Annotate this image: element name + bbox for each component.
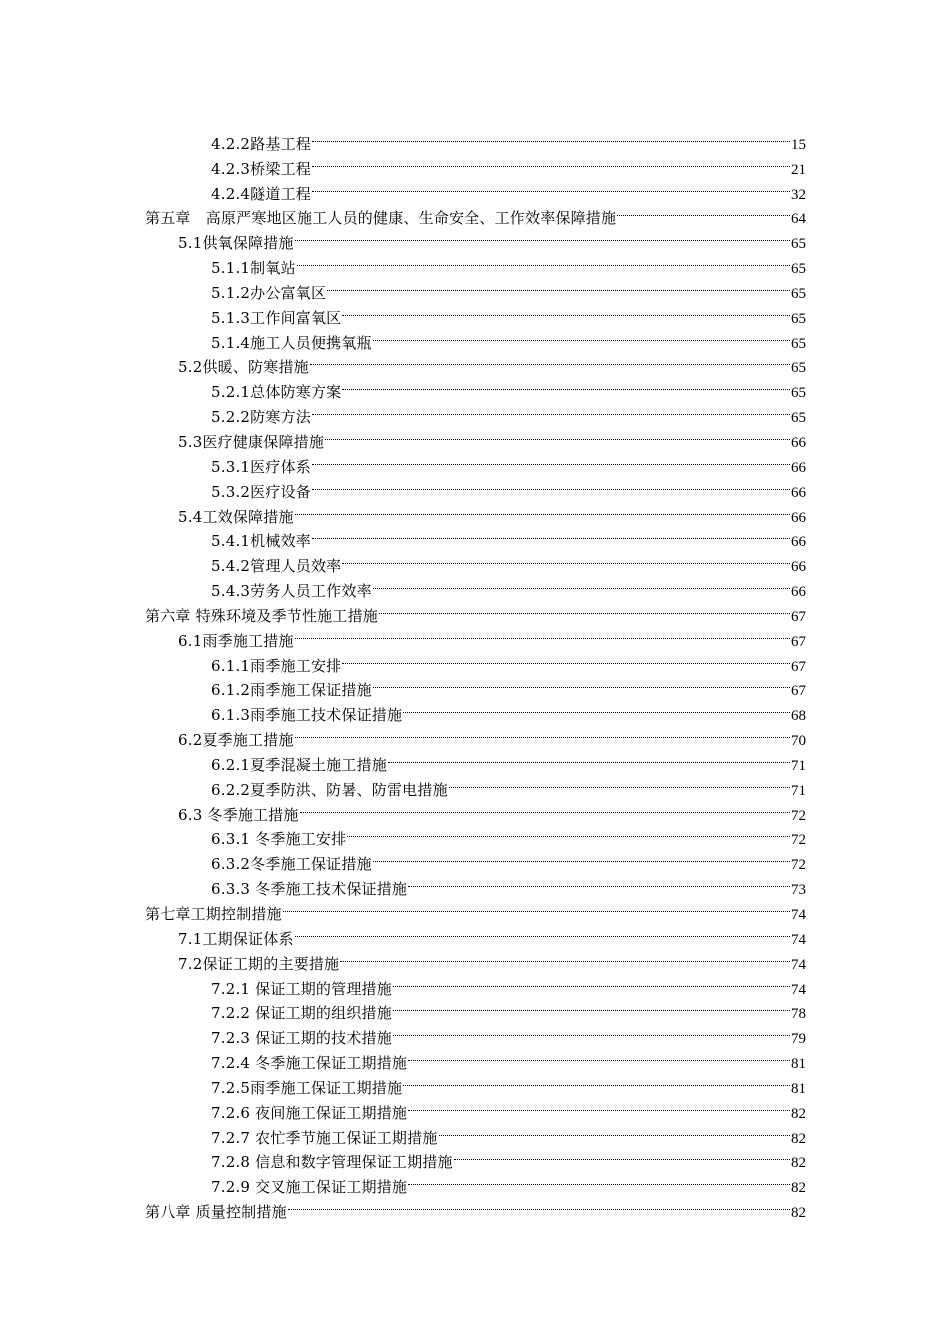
toc-entry-line [211, 969, 806, 998]
toc-entry-title: 4.2.4隧道工程 [211, 184, 311, 203]
toc-dot-leader [393, 994, 790, 1019]
toc-entry-page-number: 66 [791, 559, 806, 576]
toc-dot-leader [295, 919, 790, 944]
toc-entry-level-3[interactable] [0, 1068, 950, 1097]
toc-entry-page-number: 79 [791, 1031, 806, 1048]
toc-dot-leader [454, 1143, 790, 1168]
toc-entry-level-3[interactable] [0, 1093, 950, 1122]
toc-entry-page-number: 71 [791, 757, 806, 774]
toc-entry-page-number: 81 [791, 1080, 806, 1097]
toc-entry-page-number: 65 [791, 310, 806, 327]
toc-dot-leader [312, 397, 790, 422]
toc-dot-leader [342, 546, 790, 571]
toc-entry-line [211, 1118, 806, 1147]
toc-dot-leader [373, 671, 790, 696]
toc-entry-page-number: 72 [791, 857, 806, 874]
toc-entry-page-number: 65 [791, 385, 806, 402]
toc-dot-leader [347, 820, 790, 845]
toc-entry-line [178, 795, 806, 824]
toc-entry-line [211, 695, 806, 725]
toc-entry-title: 5.2.1总体防寒方案 [211, 383, 342, 402]
toc-entry-title: 6.3.3 冬季施工技术保证措施 [211, 880, 408, 899]
toc-entry-line [211, 646, 806, 675]
toc-entry-line [211, 273, 806, 302]
toc-dot-leader [408, 1167, 790, 1192]
toc-entry-page-number: 81 [791, 1056, 806, 1073]
toc-entry-line [211, 1018, 806, 1048]
toc-entry-title: 5.4.2管理人员效率 [211, 557, 342, 576]
toc-entry-line [211, 820, 806, 849]
toc-dot-leader [388, 745, 790, 770]
toc-entry-page-number: 66 [791, 459, 806, 476]
toc-entry-line [211, 323, 806, 352]
toc-dot-leader [342, 372, 790, 397]
toc-entry-title: 5.1.4施工人员便携氧瓶 [211, 333, 372, 352]
toc-entry-page-number: 82 [791, 1130, 806, 1147]
toc-dot-leader [342, 298, 790, 323]
toc-dot-leader [342, 646, 790, 671]
toc-entry-level-3[interactable] [0, 522, 950, 551]
toc-entry-title: 5.4工效保障措施 [178, 507, 294, 526]
toc-entry-line [211, 372, 806, 402]
toc-entry-title: 6.2夏季施工措施 [178, 731, 294, 750]
toc-entry-line [211, 1167, 806, 1197]
toc-entry-page-number: 73 [791, 882, 806, 899]
toc-entry-page-number: 74 [791, 907, 806, 923]
toc-entry-level-2[interactable] [0, 795, 950, 824]
toc-entry-level-2[interactable] [0, 348, 950, 377]
toc-entry-title: 7.2.3 保证工期的技术措施 [211, 1029, 392, 1048]
toc-dot-leader [310, 348, 790, 373]
toc-entry-title: 5.3.2医疗设备 [211, 482, 311, 501]
toc-dot-leader [449, 770, 790, 795]
toc-entry-title: 5.1.3工作间富氧区 [211, 308, 342, 327]
toc-dot-leader [312, 522, 790, 547]
toc-entry-page-number: 71 [791, 782, 806, 799]
toc-entry-title: 5.4.3劳务人员工作效率 [211, 582, 372, 601]
toc-dot-leader [300, 795, 790, 820]
toc-entry-page-number: 68 [791, 708, 806, 725]
toc-dot-leader [312, 472, 790, 497]
toc-entry-line [211, 298, 806, 327]
toc-entry-line [211, 124, 806, 153]
toc-entry-page-number: 66 [791, 534, 806, 551]
toc-entry-line [178, 348, 806, 377]
toc-entry-page-number: 67 [791, 633, 806, 650]
toc-entry-level-2[interactable] [0, 621, 950, 650]
toc-dot-leader [403, 1068, 790, 1093]
toc-dot-leader [295, 497, 790, 522]
toc-entry-level-3[interactable] [0, 248, 950, 278]
toc-entry-page-number: 65 [791, 261, 806, 278]
toc-entry-title: 6.3.2冬季施工保证措施 [211, 855, 372, 874]
toc-entry-title: 7.1工期保证体系 [178, 929, 294, 948]
toc-entry-title: 5.1.2办公富氧区 [211, 283, 327, 302]
toc-entry-page-number: 67 [791, 683, 806, 700]
toc-entry-line [211, 745, 806, 774]
toc-entry-level-3[interactable] [0, 745, 950, 774]
toc-entry-page-number: 67 [791, 608, 806, 625]
toc-dot-leader [403, 695, 790, 720]
toc-entry-line [211, 1043, 806, 1073]
toc-entry-page-number: 82 [791, 1180, 806, 1197]
toc-entry-level-3[interactable] [0, 1143, 950, 1172]
toc-entry-line [211, 248, 806, 278]
toc-entry-level-2[interactable] [0, 944, 950, 973]
toc-entry-page-number: 65 [791, 360, 806, 377]
toc-entry-level-3[interactable] [0, 372, 950, 402]
toc-entry-page-number: 65 [791, 285, 806, 302]
toc-entry-page-number: 15 [791, 136, 806, 153]
toc-entry-line [145, 199, 806, 228]
toc-entry-title: 6.1.1雨季施工安排 [211, 656, 342, 675]
toc-dot-leader [340, 944, 790, 969]
toc-entry-title: 7.2.9 交叉施工保证工期措施 [211, 1178, 408, 1197]
toc-entry-line [211, 174, 806, 203]
toc-entry-level-3[interactable] [0, 397, 950, 427]
toc-entry-line [178, 497, 806, 526]
toc-entry-line [178, 944, 806, 973]
toc-entry-line [178, 223, 806, 253]
toc-entry-title: 7.2保证工期的主要措施 [178, 954, 340, 973]
toc-entry-level-3[interactable] [0, 1118, 950, 1147]
toc-entry-level-2[interactable] [0, 720, 950, 750]
toc-entry-line [211, 571, 806, 601]
toc-dot-leader [393, 1018, 790, 1043]
toc-entry-page-number: 32 [791, 186, 806, 203]
toc-entry-page-number: 65 [791, 410, 806, 427]
toc-entry-title: 7.2.4 冬季施工保证工期措施 [211, 1054, 408, 1073]
toc-entry-line [211, 149, 806, 178]
toc-dot-leader [297, 248, 790, 273]
toc-dot-leader [408, 869, 790, 894]
toc-entry-title: 6.2.2夏季防洪、防暑、防雷电措施 [211, 780, 448, 799]
toc-entry-level-3[interactable] [0, 1018, 950, 1048]
toc-dot-leader [408, 1043, 790, 1068]
toc-entry-title: 6.3 冬季施工措施 [178, 805, 299, 824]
toc-entry-level-2[interactable] [0, 919, 950, 948]
toc-entry-title: 5.4.1机械效率 [211, 532, 311, 551]
toc-entry-level-2[interactable] [0, 422, 950, 451]
toc-entry-level-3[interactable] [0, 323, 950, 352]
toc-entry-title: 第五章 高原严寒地区施工人员的健康、生命安全、工作效率保障措施 [145, 209, 617, 228]
toc-entry-level-3[interactable] [0, 844, 950, 874]
toc-entry-title: 6.2.1夏季混凝土施工措施 [211, 755, 387, 774]
toc-entry-title: 5.1供氧保障措施 [178, 234, 294, 253]
toc-entry-line [211, 522, 806, 551]
toc-entry-list [0, 124, 950, 1222]
toc-entry-title: 6.1.3雨季施工技术保证措施 [211, 706, 403, 725]
toc-entry-page-number: 66 [791, 509, 806, 526]
toc-entry-level-3[interactable] [0, 820, 950, 849]
toc-entry-level-3[interactable] [0, 1043, 950, 1073]
toc-entry-page-number: 66 [791, 434, 806, 451]
toc-entry-title: 5.2.2防寒方法 [211, 408, 311, 427]
toc-entry-level-3[interactable] [0, 149, 950, 178]
toc-entry-page-number: 65 [791, 335, 806, 352]
toc-entry-page-number: 66 [791, 484, 806, 501]
toc-entry-level-3[interactable] [0, 646, 950, 675]
toc-entry-level-3[interactable] [0, 546, 950, 576]
toc-dot-leader [295, 223, 790, 248]
toc-entry-level-1[interactable] [0, 1192, 950, 1222]
toc-entry-page-number: 82 [791, 1205, 806, 1222]
toc-entry-title: 第六章 特殊环境及季节性施工措施 [145, 606, 378, 625]
toc-entry-title: 5.3.1医疗体系 [211, 457, 311, 476]
toc-entry-page-number: 67 [791, 658, 806, 675]
toc-entry-level-2[interactable] [0, 223, 950, 253]
toc-entry-level-3[interactable] [0, 273, 950, 302]
toc-entry-level-3[interactable] [0, 472, 950, 501]
toc-entry-level-3[interactable] [0, 571, 950, 601]
toc-entry-title: 5.3医疗健康保障措施 [178, 432, 325, 451]
toc-entry-line [211, 397, 806, 427]
toc-entry-page-number: 70 [791, 733, 806, 750]
toc-entry-line [211, 869, 806, 899]
toc-entry-title: 6.1.2雨季施工保证措施 [211, 681, 372, 700]
toc-dot-leader [327, 273, 790, 298]
toc-entry-line [211, 770, 806, 799]
toc-entry-level-3[interactable] [0, 174, 950, 203]
toc-entry-level-3[interactable] [0, 298, 950, 327]
toc-dot-leader [295, 621, 790, 646]
toc-dot-leader [312, 447, 790, 472]
toc-dot-leader [373, 323, 790, 348]
toc-entry-title: 4.2.3桥梁工程 [211, 159, 311, 178]
toc-entry-level-3[interactable] [0, 447, 950, 476]
toc-dot-leader [408, 1093, 790, 1118]
toc-entry-page-number: 72 [791, 832, 806, 849]
toc-entry-title: 7.2.1 保证工期的管理措施 [211, 979, 392, 998]
toc-dot-leader [283, 894, 790, 919]
toc-entry-level-3[interactable] [0, 695, 950, 725]
toc-entry-level-3[interactable] [0, 671, 950, 700]
toc-entry-page-number: 74 [791, 931, 806, 948]
toc-entry-level-3[interactable] [0, 869, 950, 899]
toc-entry-title: 4.2.2路基工程 [211, 134, 311, 153]
toc-entry-line [211, 844, 806, 874]
toc-entry-title: 7.2.8 信息和数字管理保证工期措施 [211, 1153, 453, 1172]
toc-dot-leader [325, 422, 790, 447]
toc-entry-line [145, 894, 806, 923]
toc-dot-leader [373, 844, 790, 869]
toc-dot-leader [295, 720, 790, 745]
toc-dot-leader [373, 571, 790, 596]
toc-entry-level-3[interactable] [0, 1167, 950, 1197]
toc-dot-leader [617, 199, 790, 224]
toc-entry-line [211, 447, 806, 476]
toc-dot-leader [312, 149, 790, 174]
toc-entry-level-3[interactable] [0, 770, 950, 799]
toc-entry-level-3[interactable] [0, 969, 950, 998]
toc-entry-page-number: 72 [791, 807, 806, 824]
toc-entry-line [211, 671, 806, 700]
toc-entry-level-2[interactable] [0, 497, 950, 526]
toc-entry-line [211, 1143, 806, 1172]
toc-entry-title: 第八章 质量控制措施 [145, 1203, 287, 1222]
toc-entry-page-number: 82 [791, 1105, 806, 1122]
toc-entry-title: 5.1.1制氧站 [211, 259, 296, 278]
toc-dot-leader [312, 174, 790, 199]
toc-entry-line [145, 596, 806, 625]
toc-dot-leader [439, 1118, 790, 1143]
toc-entry-level-3[interactable] [0, 994, 950, 1023]
toc-entry-line [211, 546, 806, 576]
toc-entry-title: 7.2.2 保证工期的组织措施 [211, 1004, 392, 1023]
toc-entry-title: 7.2.7 农忙季节施工保证工期措施 [211, 1128, 438, 1147]
toc-entry-line [178, 919, 806, 948]
toc-entry-line [211, 1068, 806, 1097]
toc-entry-page-number: 64 [791, 211, 806, 228]
toc-entry-level-1[interactable] [0, 199, 950, 228]
toc-entry-line [178, 422, 806, 451]
toc-entry-title: 6.3.1 冬季施工安排 [211, 830, 347, 849]
toc-entry-title: 5.2供暖、防寒措施 [178, 358, 309, 377]
toc-entry-title: 6.1雨季施工措施 [178, 631, 294, 650]
toc-entry-level-1[interactable] [0, 894, 950, 923]
toc-entry-page-number: 78 [791, 1006, 806, 1023]
toc-entry-line [211, 994, 806, 1023]
toc-entry-page-number: 74 [791, 956, 806, 973]
toc-dot-leader [288, 1192, 790, 1217]
toc-entry-page-number: 74 [791, 981, 806, 998]
toc-entry-level-3[interactable] [0, 124, 950, 153]
toc-entry-title: 第七章工期控制措施 [145, 905, 282, 923]
toc-entry-page-number: 65 [791, 236, 806, 253]
toc-entry-page-number: 66 [791, 584, 806, 601]
toc-entry-line [145, 1192, 806, 1222]
toc-entry-page-number: 82 [791, 1155, 806, 1172]
toc-dot-leader [379, 596, 790, 621]
toc-entry-line [211, 1093, 806, 1122]
table-of-contents [0, 124, 950, 1222]
toc-dot-leader [393, 969, 790, 994]
toc-dot-leader [312, 124, 790, 149]
toc-entry-title: 7.2.6 夜间施工保证工期措施 [211, 1103, 408, 1122]
toc-entry-page-number: 21 [791, 161, 806, 178]
toc-entry-line [211, 472, 806, 501]
toc-entry-line [178, 720, 806, 750]
toc-entry-line [178, 621, 806, 650]
toc-entry-title: 7.2.5雨季施工保证工期措施 [211, 1078, 403, 1097]
toc-entry-level-1[interactable] [0, 596, 950, 625]
